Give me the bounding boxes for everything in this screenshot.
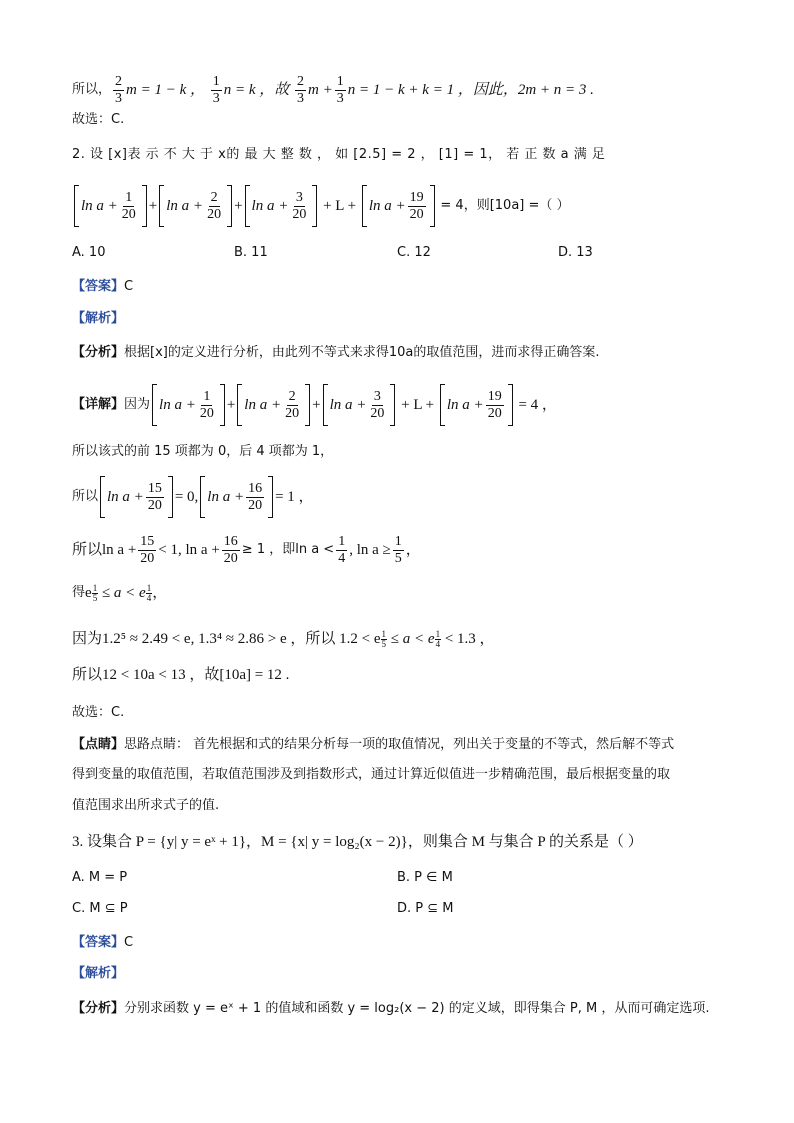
fraction-1-3: $\frac{1}{3}$ [212, 73, 220, 106]
q2-analysis-tag: 【解析】 [72, 311, 125, 326]
q2-stem: 2. 设 [x]表 示 不 大 于 x的 最 大 整 数 ， 如 [2.5] = 2 ， [1] = 1， 若 正 数 a 满 足 [72, 147, 606, 162]
fraction-1-3b: $\frac{1}{3}$ [336, 73, 344, 106]
intro-line [72, 70, 734, 110]
q2-step2: 所以 ln a + $\frac{15}{20}$ = 0, ln a + $\frac{16}{20}$ = 1 ， [72, 474, 734, 520]
intro-eq3n: n = 1 − k + k = 1 ，因此，2m + n = 3 . [347, 82, 594, 98]
q2-xiangjie: 【详解】 因为 ln a + $\frac{1}{20}$ + ln a + $\frac{2}{20}$ + ln a + $\frac{3}{20}$ + L + ln a + $\frac{19}{20}$ = 4 ， [72, 382, 734, 428]
intro-eq2: n = k ，故 [223, 82, 290, 98]
q2-answer: 【答案】C [72, 279, 134, 294]
q3-option-a[interactable]: A. M = P [72, 870, 128, 885]
q2-option-a[interactable]: A. 10 [72, 245, 106, 260]
q2-fenxi: 【分析】根据[x]的定义进行分析，由此列不等式来求得10a的取值范围，进而求得正确答案. [72, 345, 600, 360]
q2-sum-equation: ln a + $\frac{1}{20}$ + ln a + $\frac{2}{20}$ + ln a + $\frac{3}{20}$ + L + ln a + $\frac{19}{20}$ = 4，则[10a] =（ ） [72, 183, 734, 229]
q2-option-c[interactable]: C. 12 [397, 245, 431, 260]
q2-step1: 所以该式的前 15 项都为 0，后 4 项都为 1， [72, 444, 334, 459]
intro-eq1: m = 1 − k ， [126, 82, 206, 98]
q2-option-d[interactable]: D. 13 [558, 245, 593, 260]
q2-dianjing-2: 得到变量的取值范围，若取值范围涉及到指数形式，通过计算近似值进一步精确范围，最后根据变量的取 [72, 767, 671, 782]
fraction-2-3b: $\frac{2}{3}$ [297, 73, 305, 106]
intro-eq3m: m + [308, 82, 333, 98]
q2-step4: 得 e $\frac{1}{5}$ ≤ a < e 1 4 ， [72, 582, 168, 603]
q2-dianjing-3: 值范围求出所求式子的值. [72, 798, 220, 813]
answer-line-1: 故选：C. [72, 112, 125, 127]
q2-step6: 所以12 < 10a < 13 ，故[10a] = 12 . [72, 667, 290, 683]
intro-prefix: 所以， [72, 82, 112, 97]
q3-answer: 【答案】C [72, 935, 134, 950]
q2-answer-final: 故选：C. [72, 705, 125, 720]
q3-option-c[interactable]: C. M ⊆ P [72, 901, 128, 916]
q3-analysis-tag: 【解析】 [72, 966, 125, 981]
q3-fenxi: 【分析】分别求函数 y = eˣ + 1 的值域和函数 y = log₂(x − 2) 的定义域，即得集合 P, M ，从而可确定选项. [72, 1001, 710, 1016]
q2-option-b[interactable]: B. 11 [234, 245, 268, 260]
q2-dianjing-1: 【点睛】思路点睛： 首先根据和式的结果分析每一项的取值情况，列出关于变量的不等式，然后解不等式 [72, 737, 675, 752]
q2-step5: 因为1.2⁵ ≈ 2.49 < e, 1.3⁴ ≈ 2.86 > e ，所以 1.2 < e $\frac{1}{5}$ ≤ a < e 1 4 < 1.3 ， [72, 628, 495, 649]
q2-step3: 所以ln a + $\frac{15}{20}$ < 1, ln a + $\frac{16}{20}$ ≥ 1 ，即ln a < $\frac{1}{4}$ , ln a ≥ $\frac{1}{5}$ ， [72, 533, 421, 566]
q3-stem: 3. 设集合 P = {y| y = eˣ + 1}，M = {x| y = log₂(x − 2)}，则集合 M 与集合 P 的关系是（ ） [72, 834, 643, 850]
q3-option-d[interactable]: D. P ⊆ M [397, 901, 454, 916]
fraction-2-3: $\frac{2}{3}$ [115, 73, 123, 106]
q3-option-b[interactable]: B. P ∈ M [397, 870, 453, 885]
